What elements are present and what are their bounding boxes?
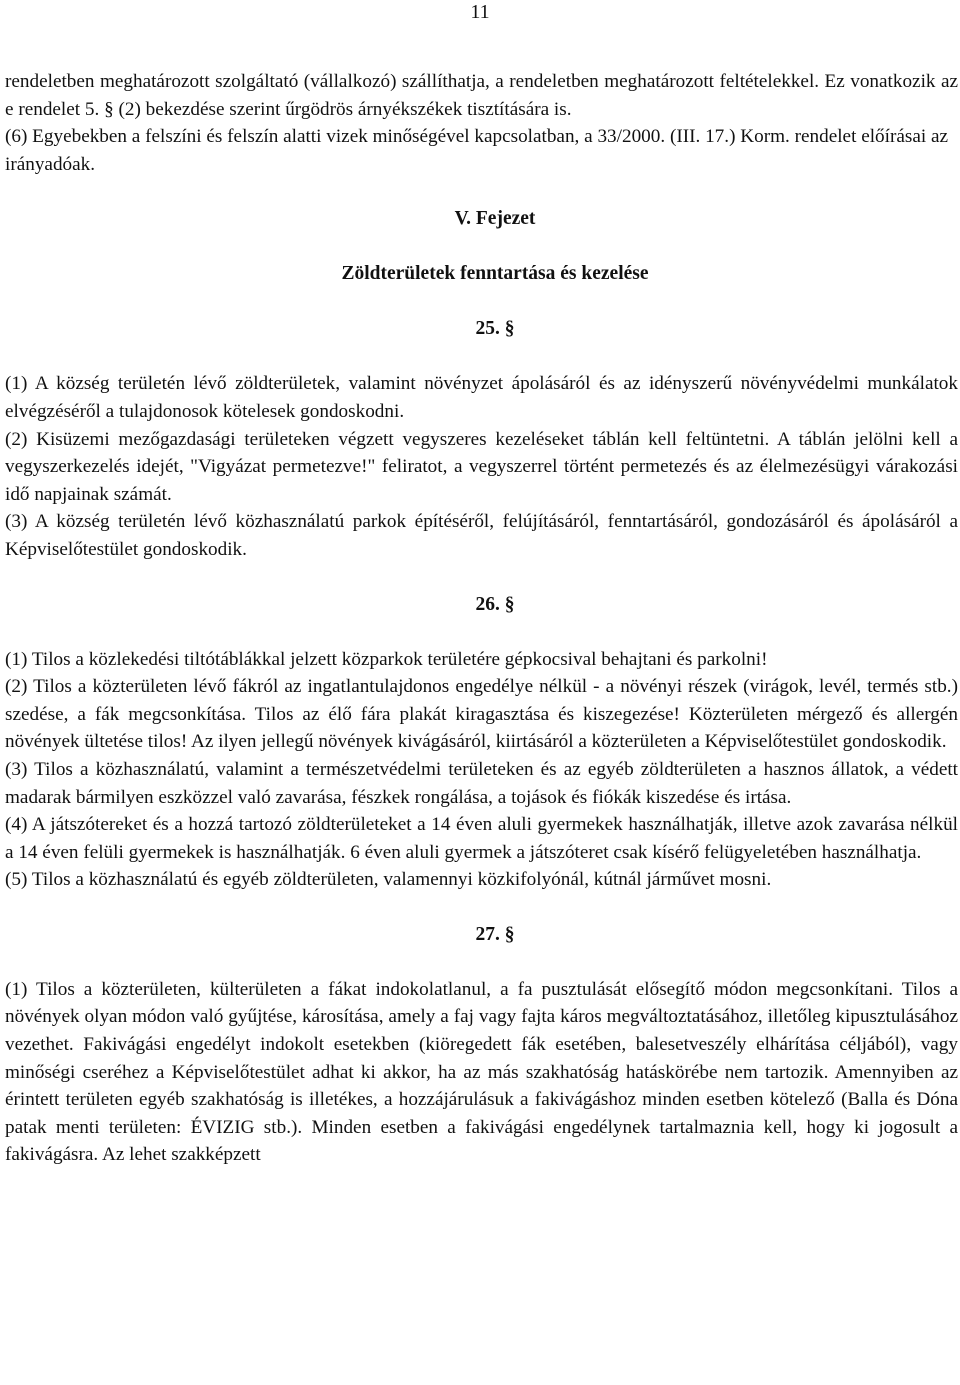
page-number: 11 [470, 1, 490, 23]
chapter-label: V. Fejezet [454, 208, 536, 230]
section-26-paragraph-3: (3) Tilos a közhasználatú, valamint a természetvédelmi területeken és az egyéb zöldterületen a hasznos állatok, a védett madarak bármilyen eszközzel való zavarása, fészkek rongálása, a tojások és fiókák kiszedése és irtása. [5, 758, 958, 808]
section-27-paragraph-1: (1) Tilos a közterületen, külterületen a fákat indokolatlanul, a fa pusztulását elősegítő módon megcsonkítani. Tilos a növények olyan módon való gyűjtése, károsítása, amely a faj vagy fajta káros megváltoztatásához, illetőleg kipusztulásához vezethet. Fakivágási engedélyt indokolt esetekben (kiöregedett fák esetében, balesetveszély elhárítása céljából), vagy minőségi cseréhez a Képviselőtestület adhat ki akkor, ha az más szakhatóság hatáskörébe nem tartozik. Amennyiben az érintett területen egyéb szakhatóság is illetékes, a hozzájárulásuk a fakivágáshoz minden esetben kötelező (Balla és Dóna patak menti területen: ÉVIZIG stb.). Minden esetben a fakivágási engedélynek tartalmaznia kell, hogy ki jogosult a fakivágásra. Az lehet szakképzett [5, 978, 958, 1166]
section-25-paragraph-3: (3) A község területén lévő közhasználatú parkok építéséről, felújításáról, fenntartásáról, gondozásáról és ápolásáról a Képviselőtestület gondoskodik. [5, 511, 958, 560]
intro-paragraph-1: rendeletben meghatározott szolgáltató (vállalkozó) szállíthatja, a rendeletben meghatározott feltételekkel. Ez vonatkozik az e rendelet 5. § (2) bekezdése szerint űrgödrös árnyékszékek tisztítására is. [5, 71, 958, 120]
section-26-paragraph-2: (2) Tilos a közterületen lévő fákról az ingatlantulajdonos engedélye nélkül - a növényi részek (virágok, levél, termés stb.) szedése, a fák megcsonkítása. Tilos az élő fára plakát kiragasztása és kiszegezése! Közterületen mérgező és allergén növények ültetése tilos! Az ilyen jellegű növények kivágásáról, kiirtásáról a közterületen a Képviselőtestület gondoskodik. [5, 676, 958, 753]
chapter-title: Zöldterületek fenntartása és kezelése [341, 263, 649, 285]
document-body [5, 68, 958, 1169]
section-26-paragraph-1: (1) Tilos a közlekedési tiltótáblákkal jelzett közparkok területére gépkocsival behajtani és parkolni! [5, 648, 768, 670]
section-number-26: 26. § [475, 593, 515, 615]
section-25-paragraph-1: (1) A község területén lévő zöldterületek, valamint növényzet ápolásáról és az idényszerű növényvédelmi munkálatok elvégzéséről a tulajdonosok kötelesek gondoskodni. [5, 373, 958, 422]
section-26-paragraph-5: (5) Tilos a közhasználatú és egyéb zöldterületen, valamennyi közkifolyónál, kútnál járművet mosni. [5, 869, 772, 891]
intro-paragraph-2: (6) Egyebekben a felszíni és felszín alatti vizek minőségével kapcsolatban, a 33/2000. (III. 17.) Korm. rendelet előírásai az irányadóak. [5, 126, 949, 175]
section-number-25: 25. § [475, 318, 515, 340]
section-26-paragraph-4: (4) A játszótereket és a hozzá tartozó zöldterületeket a 14 éven aluli gyermekek használhatják, illetve azok zavarása nélkül a 14 éven felüli gyermekek is használhatják. 6 éven aluli gyermek a játszóteret csak kísérő felügyeletében használhatja. [5, 814, 958, 863]
section-25-paragraph-2: (2) Kisüzemi mezőgazdasági területeken végzett vegyszeres kezeléseket táblán kell feltüntetni. A táblán jelölni kell a vegyszerkezelés idejét, "Vigyázat permetezve!" feliratot, a vegyszerrel történt permetezés és az élelmezésügyi várakozási idő napjainak számát. [5, 428, 958, 505]
section-number-27: 27. § [475, 923, 515, 945]
